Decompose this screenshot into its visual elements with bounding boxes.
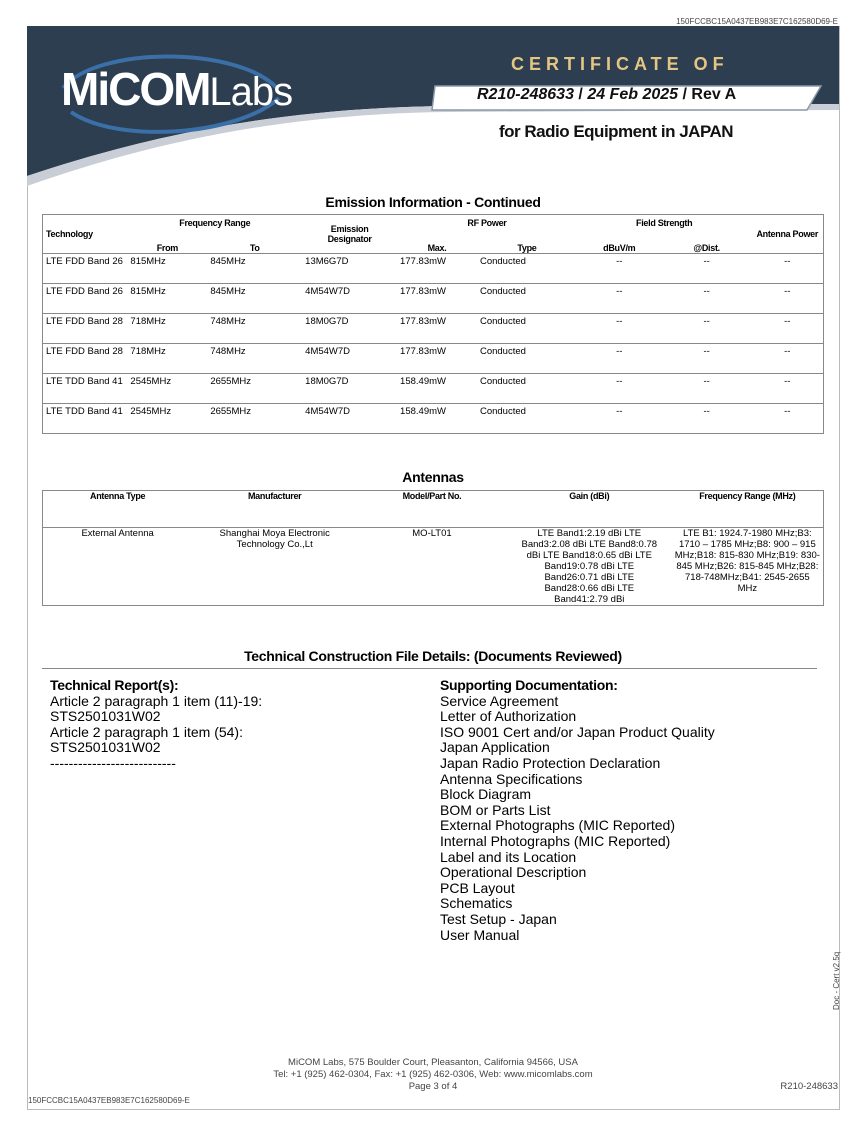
list-item: --------------------------- <box>50 754 176 771</box>
col-field-strength: Field Strength <box>636 218 693 228</box>
col-gain: Gain (dBi) <box>569 491 610 501</box>
col-emission-designator: Emission Designator <box>327 224 372 244</box>
table-row: LTE FDD Band 28 718MHz 748MHz 18M0G7D 177.83mW Conducted -- -- -- <box>43 314 824 344</box>
emission-section-title: Emission Information - Continued <box>325 194 541 210</box>
antennas-section-title: Antennas <box>402 469 464 485</box>
certificate-header <box>27 26 839 196</box>
footer-contact: Tel: +1 (925) 462-0304, Fax: +1 (925) 462-0306, Web: www.micomlabs.com <box>273 1069 593 1080</box>
table-row: LTE TDD Band 41 2545MHz 2655MHz 18M0G7D 158.49mW Conducted -- -- -- <box>43 374 824 404</box>
footer-reference: R210-248633 <box>780 1081 838 1092</box>
col-model: Model/Part No. <box>402 491 462 501</box>
list-item: Block Diagram <box>440 786 532 803</box>
certificate-revision: Rev A <box>691 86 737 103</box>
list-item: Antenna Specifications <box>440 770 583 787</box>
list-item: External Photographs (MIC Reported) <box>440 817 675 834</box>
technical-reports <box>50 678 262 772</box>
list-item: Internal Photographs (MIC Reported) <box>440 832 671 849</box>
tcf-section-title: Technical Construction File Details: (Documents Reviewed) <box>244 648 622 664</box>
list-item: User Manual <box>440 926 520 943</box>
micom-labs-logo: MiCOMLabs <box>61 63 293 115</box>
certificate-date: 24 Feb 2025 <box>587 86 679 103</box>
list-item: ISO 9001 Cert and/or Japan Product Quality <box>440 723 715 740</box>
col-frequency-range: Frequency Range <box>179 218 251 228</box>
list-item: Operational Description <box>440 864 587 881</box>
supporting-documentation-heading: Supporting Documentation: <box>440 677 618 693</box>
divider <box>42 668 817 669</box>
col-to: To <box>249 243 260 253</box>
list-item: STS2501031W02 <box>50 739 161 756</box>
col-from: From <box>156 243 179 253</box>
supporting-documentation <box>440 678 715 943</box>
col-max: Max. <box>427 243 447 253</box>
footer-page-number: Page 3 of 4 <box>408 1081 458 1092</box>
technical-reports-heading: Technical Report(s): <box>50 677 179 693</box>
col-dist: @Dist. <box>693 243 720 253</box>
table-row: LTE FDD Band 28 718MHz 748MHz 4M54W7D 177.83mW Conducted -- -- -- <box>43 344 824 374</box>
col-frequency-range: Frequency Range (MHz) <box>699 491 796 501</box>
list-item: Label and its Location <box>440 848 577 865</box>
table-row: LTE FDD Band 26 815MHz 845MHz 13M6G7D 177.83mW Conducted -- -- -- <box>43 254 824 284</box>
list-item: Japan Radio Protection Declaration <box>440 754 661 771</box>
col-antenna-power: Antenna Power <box>756 229 819 239</box>
col-antenna-type: Antenna Type <box>90 491 146 501</box>
table-row: LTE TDD Band 41 2545MHz 2655MHz 4M54W7D 158.49mW Conducted -- -- -- <box>43 404 824 434</box>
document-id-top: 150FCCBC15A0437EB983E7C162580D69-E <box>676 17 838 26</box>
antennas-table <box>42 490 824 606</box>
col-manufacturer: Manufacturer <box>247 491 302 501</box>
list-item: Test Setup - Japan <box>440 910 557 927</box>
col-type: Type <box>517 243 537 253</box>
list-item: Schematics <box>440 895 513 912</box>
certificate-title: CERTIFICATE OF <box>511 54 729 74</box>
col-dbuv: dBuV/m <box>603 243 636 253</box>
certificate-number: R210-248633 <box>477 86 574 103</box>
list-item: Article 2 paragraph 1 item (11)-19: <box>50 692 263 709</box>
certificate-number-line: R210-248633 / 24 Feb 2025 / Rev A <box>477 86 737 103</box>
table-row: External Antenna Shanghai Moya Electronic Technology Co.,Lt MO-LT01 LTE Band1:2.19 dBi LTE Band3:2.08 dBi LTE Band8:0.78 dBi LTE Band18:0.65 dBi LTE Band19:0.78 dBi LTE Band26:0.71 dBi LTE Band28:0.66 dBi LTE Band41:2.79 dBi LTE B1: 1924.7-1980 MHz;B3: 1710 – 1785 MHz;B8: 900 – 915 MHz;B18: 815-830 MHz;B19: 830-845 MHz;B26: 815-845 MHz;B28: 718-748MHz;B41: 2545-2655 MHz <box>43 528 824 606</box>
list-item: STS2501031W02 <box>50 708 161 725</box>
list-item: Letter of Authorization <box>440 708 577 725</box>
doc-version-label: Doc - Cert v2.5q <box>832 951 841 1010</box>
table-row: LTE FDD Band 26 815MHz 845MHz 4M54W7D 177.83mW Conducted -- -- -- <box>43 284 824 314</box>
certificate-scope: for Radio Equipment in JAPAN <box>499 122 734 141</box>
document-id-bottom: 150FCCBC15A0437EB983E7C162580D69-E <box>28 1096 190 1105</box>
list-item: Article 2 paragraph 1 item (54): <box>50 723 243 740</box>
col-technology: Technology <box>46 229 93 239</box>
col-rf-power: RF Power <box>467 218 507 228</box>
list-item: BOM or Parts List <box>440 801 551 818</box>
list-item: Japan Application <box>440 739 550 756</box>
list-item: PCB Layout <box>440 879 515 896</box>
emission-table <box>42 214 824 434</box>
list-item: Service Agreement <box>440 692 559 709</box>
footer-address: MiCOM Labs, 575 Boulder Court, Pleasanton, California 94566, USA <box>288 1057 578 1068</box>
